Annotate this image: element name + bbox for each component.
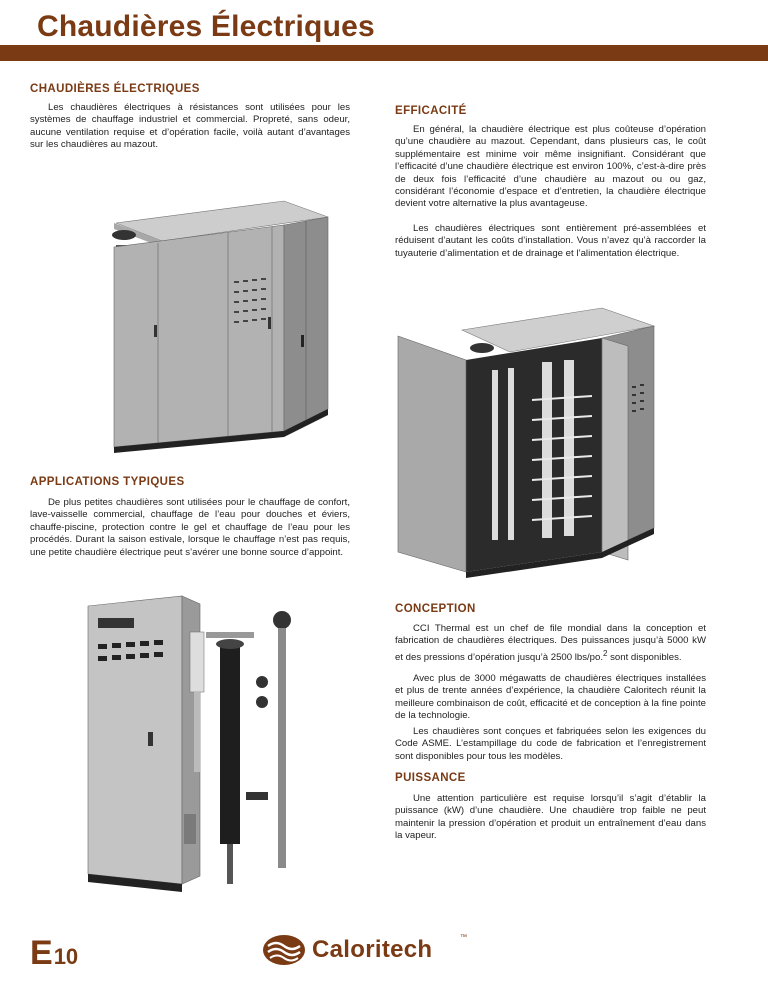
logo-trademark: ™ [460, 934, 467, 941]
para-efficacite-2: Les chaudières électriques sont entièrement pré-assemblées et réduisent d’autant les coûts d’installation. Vous n’avez qu’à raccorder la tuyauterie d’alimentation et de drainage et l’alimentation électrique. [395, 223, 706, 259]
logo-text: Caloritech [312, 936, 433, 963]
para-conception-1-end: sont disponibles. [607, 652, 682, 663]
heading-puissance: PUISSANCE [395, 772, 466, 784]
heading-efficacite: EFFICACITÉ [395, 105, 467, 117]
boiler-cabinet-image [96, 195, 336, 455]
heading-conception: CONCEPTION [395, 603, 476, 615]
para-conception-3: Les chaudières sont conçues et fabriquées selon les exigences du Code ASME. L’estampillage du code de fabrication et l’enregistrement sont disponibles pour tous les modèles. [395, 726, 706, 762]
page-number: 10 [53, 944, 79, 969]
open-boiler-image [392, 290, 692, 580]
para-conception-1-text: CCI Thermal est un chef de file mondial dans la conception et fabrication de chaudières électriques. Des puissances jusqu’à 5000 kW et des pressions d’opération jusqu’à 2500 lbs/po. [395, 623, 706, 663]
heading-applications: APPLICATIONS TYPIQUES [30, 476, 185, 488]
caloritech-logo [262, 932, 502, 968]
heading-chaudieres: CHAUDIÈRES ÉLECTRIQUES [30, 83, 200, 95]
page-section-number [30, 934, 78, 973]
para-puissance: Une attention particulière est requise lorsqu’il s’agit d’établir la puissance (kW) d’une chaudière. Une chaudière trop faible ne peut maintenir la pression d’opération et produit un entraînement d’eau dans la vapeur. [395, 793, 706, 842]
superscript-2: 2 [603, 648, 608, 658]
small-boiler-image [82, 592, 322, 902]
para-applications: De plus petites chaudières sont utilisées pour le chauffage de confort, lave-vaisselle commercial, chauffage de l’eau pour douches et éviers, chauffe-piscine, protection contre le gel et chauffage de l’eau pour les procédés. Durant la saison estivale, lorsque le chauffage n’est pas requis, une petite chaudière électrique peut s’avérer une bonne source d’appoint. [30, 497, 350, 558]
para-conception-1 [395, 623, 706, 664]
page-title: Chaudières Électriques [37, 10, 375, 43]
para-efficacite-1: En général, la chaudière électrique est plus coûteuse d’opération qu’une chaudière au mazout. Cependant, dans plusieurs cas, le coût supplémentaire est minime voir même insignifiant. Considérant que l’efficacité d’une chaudière électrique est environ 100%, c’est-à-dire près de deux fois l’efficacité d’une chaudière au mazout ou ou gaz, considérant l’économie d’espace et d’entretien, la chaudière électrique devient votre alternative la plus avantageuse. [395, 124, 706, 210]
section-letter: E [30, 934, 53, 972]
title-bar [0, 45, 768, 61]
caloritech-logo-icon [262, 934, 306, 966]
para-conception-2: Avec plus de 3000 mégawatts de chaudières électriques installées et plus de trente années d’expérience, la chaudière Caloritech réunit la meilleure combinaison de coût, efficacité et de conception à la fine pointe de la technologie. [395, 673, 706, 722]
para-chaudieres: Les chaudières électriques à résistances sont utilisées pour les systèmes de chauffage industriel et commercial. Propreté, sans odeur, aucune ventilation requise et d’opération facile, voilà autant d’avantages sur les chaudières au mazout. [30, 102, 350, 151]
